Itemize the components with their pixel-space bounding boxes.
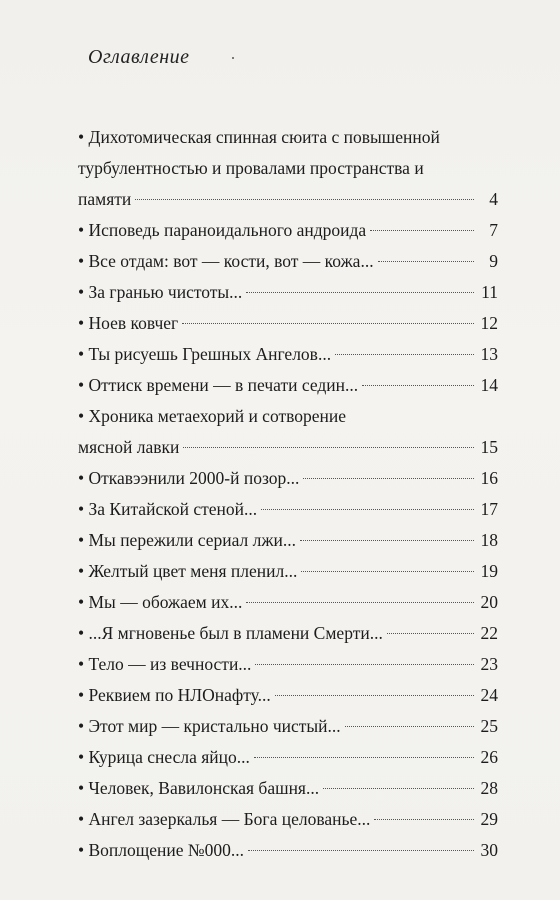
page-number: 26 (480, 747, 498, 767)
toc-entry (78, 308, 498, 339)
toc-entry (78, 742, 498, 773)
dot-leader (275, 695, 474, 696)
toc-entry-line: • Этот мир — кристально чистый... (78, 716, 341, 736)
page-number: 19 (480, 561, 498, 581)
title-dot-mark (232, 57, 234, 59)
toc-entry-line: • Откавээнили 2000-й позор... (78, 468, 300, 488)
toc-entry (78, 556, 498, 587)
dot-leader (335, 354, 474, 355)
dot-leader (362, 385, 474, 386)
dot-leader (246, 602, 474, 603)
toc-entry (78, 463, 498, 494)
dot-leader (248, 850, 474, 851)
toc-entry (78, 246, 498, 277)
page-number: 13 (480, 344, 498, 364)
toc-entry (78, 680, 498, 711)
toc-entry (78, 370, 498, 401)
toc-title: Оглавление (88, 46, 190, 68)
toc-entry (78, 618, 498, 649)
toc-entry (78, 339, 498, 370)
toc-entry (78, 649, 498, 680)
dot-leader (345, 726, 474, 727)
page-number: 18 (480, 530, 498, 550)
toc-entry-line: • Мы — обожаем их... (78, 592, 243, 612)
toc-entry (78, 835, 498, 866)
toc-entry (78, 587, 498, 618)
page-number: 22 (480, 623, 498, 643)
toc-entry (78, 525, 498, 556)
toc-entry (78, 804, 498, 835)
dot-leader (261, 509, 474, 510)
toc-entry-line: памяти (78, 189, 132, 209)
dot-leader (300, 540, 474, 541)
dot-leader (303, 478, 474, 479)
toc-entry (78, 277, 498, 308)
dot-leader (378, 261, 474, 262)
page-number: 7 (489, 220, 498, 240)
page-number: 15 (480, 437, 498, 457)
toc-entry-line: • Ты рисуешь Грешных Ангелов... (78, 344, 332, 364)
dot-leader (135, 199, 474, 200)
page-number: 30 (480, 840, 498, 860)
toc-entry-line: • Тело — из вечности... (78, 654, 252, 674)
toc-entry-line: • Дихотомическая спинная сюита с повышенной (78, 127, 440, 147)
page-number: 17 (480, 499, 498, 519)
toc-entry-line: • Исповедь параноидального андроида (78, 220, 367, 240)
page-number: 29 (480, 809, 498, 829)
toc-entry-line: • Мы пережили сериал лжи... (78, 530, 296, 550)
toc-entry (78, 215, 498, 246)
toc-entry (78, 773, 498, 804)
toc-entry-line: • Все отдам: вот — кости, вот — кожа... (78, 251, 374, 271)
toc-entry (78, 494, 498, 525)
page-number: 23 (480, 654, 498, 674)
table-of-contents (78, 122, 498, 866)
page-number: 25 (480, 716, 498, 736)
page-number: 12 (480, 313, 498, 333)
dot-leader (183, 447, 474, 448)
toc-entry-line: • Желтый цвет меня пленил... (78, 561, 298, 581)
page-number: 11 (481, 282, 498, 302)
toc-entry-line: • Ноев ковчег (78, 313, 179, 333)
page-number: 20 (480, 592, 498, 612)
dot-leader (387, 633, 474, 634)
toc-entry-line: • ...Я мгновенье был в пламени Смерти... (78, 623, 383, 643)
toc-entry-line: • Хроника метаехорий и сотворение (78, 406, 347, 426)
dot-leader (374, 819, 474, 820)
dot-leader (254, 757, 474, 758)
dot-leader (323, 788, 474, 789)
toc-entry (78, 401, 498, 463)
toc-entry-line: • Человек, Вавилонская башня... (78, 778, 320, 798)
toc-entry-line: • Оттиск времени — в печати седин... (78, 375, 359, 395)
dot-leader (246, 292, 474, 293)
page-number: 4 (489, 189, 498, 209)
toc-entry-line: • За Китайской стеной... (78, 499, 258, 519)
toc-entry-line: • Ангел зазеркалья — Бога целованье... (78, 809, 371, 829)
toc-entry-line: мясной лавки (78, 437, 180, 457)
toc-entry (78, 711, 498, 742)
dot-leader (301, 571, 474, 572)
toc-entry-line: • За гранью чистоты... (78, 282, 243, 302)
dot-leader (182, 323, 474, 324)
toc-entry-line: турбулентностью и провалами пространства и (78, 158, 424, 178)
toc-entry-line: • Воплощение №000... (78, 840, 244, 860)
toc-entry-line: • Курица снесла яйцо... (78, 747, 250, 767)
dot-leader (370, 230, 474, 231)
toc-entry (78, 122, 498, 215)
dot-leader (255, 664, 474, 665)
page-number: 28 (480, 778, 498, 798)
page-number: 24 (480, 685, 498, 705)
page-number: 16 (480, 468, 498, 488)
toc-entry-line: • Реквием по НЛОнафту... (78, 685, 271, 705)
page-number: 14 (480, 375, 498, 395)
page-number: 9 (489, 251, 498, 271)
